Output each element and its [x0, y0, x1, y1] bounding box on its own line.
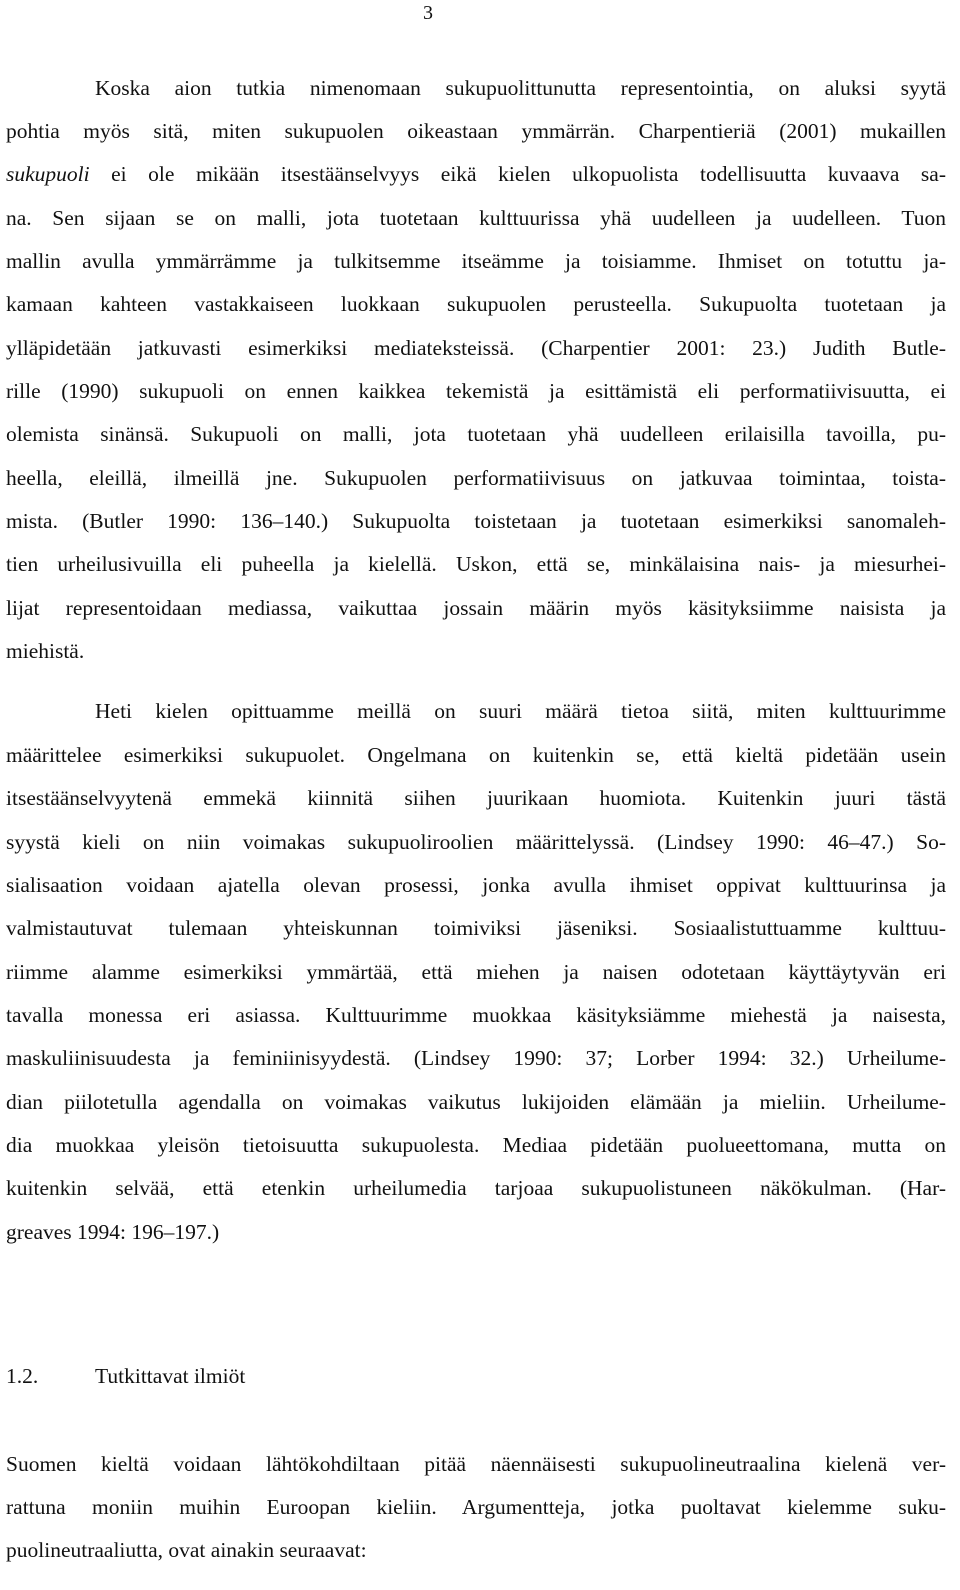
- text-line: mallin avulla ymmärrämme ja tulkitsemme itseämme ja toisiamme. Ihmiset on totuttu ja-: [6, 249, 946, 273]
- text-line: rille (1990) sukupuoli on ennen kaikkea tekemistä ja esittämistä eli performatiivisuutta, ei: [6, 379, 946, 403]
- text-line: sialisaation voidaan ajatella olevan prosessi, jonka avulla ihmiset oppivat kulttuurinsa ja: [6, 873, 946, 897]
- text-line: tavalla monessa eri asiassa. Kulttuurimme muokkaa käsityksiämme miehestä ja naisesta,: [6, 1003, 946, 1027]
- text-line: tien urheilusivuilla eli puheella ja kielellä. Uskon, että se, minkälaisina nais- ja miesurhei-: [6, 552, 946, 576]
- text-line: greaves 1994: 196–197.): [6, 1220, 220, 1244]
- text-line: Koska aion tutkia nimenomaan sukupuolittunutta representointia, on aluksi syytä: [95, 76, 946, 100]
- text-line: itsestäänselvyytenä emmekä kiinnitä siihen juurikaan huomiota. Kuitenkin juuri tästä: [6, 786, 946, 810]
- text-line: na. Sen sijaan se on malli, jota tuotetaan kulttuurissa yhä uudelleen ja uudelleen. Tuon: [6, 206, 946, 230]
- text-line: [6, 160, 946, 188]
- text-line: lijat representoidaan mediassa, vaikuttaa jossain määrin myös käsityksiimme naisista ja: [6, 596, 946, 620]
- text-line: kuitenkin selvää, että etenkin urheilumedia tarjoaa sukupuolistuneen näkökulman. (Har-: [6, 1176, 946, 1200]
- text-line: ylläpidetään jatkuvasti esimerkiksi mediateksteissä. (Charpentier 2001: 23.) Judith Butle-: [6, 336, 946, 360]
- text-line: olemista sinänsä. Sukupuoli on malli, jota tuotetaan yhä uudelleen erilaisilla tavoilla, pu-: [6, 422, 946, 446]
- text-line: heella, eleillä, ilmeillä jne. Sukupuolen performatiivisuus on jatkuvaa toimintaa, toista-: [6, 466, 946, 490]
- section-title: Tutkittavat ilmiöt: [95, 1364, 246, 1388]
- text-line-rest: ei ole mikään itsestäänselvyys eikä kielen ulkopuolista todellisuutta kuvaava sa-: [111, 162, 946, 186]
- text-line: pohtia myös sitä, miten sukupuolen oikeastaan ymmärrän. Charpentieriä (2001) mukaillen: [6, 119, 946, 143]
- text-line: Suomen kieltä voidaan lähtökohdiltaan pitää näennäisesti sukupuolineutraalina kielenä ver-: [6, 1452, 946, 1476]
- text-line: syystä kieli on niin voimakas sukupuoliroolien määrittelyssä. (Lindsey 1990: 46–47.) So-: [6, 830, 946, 854]
- text-line: puolineutraaliutta, ovat ainakin seuraavat:: [6, 1538, 367, 1562]
- text-line: valmistautuvat tulemaan yhteiskunnan toimiviksi jäseniksi. Sosiaalistuttuamme kulttuu-: [6, 916, 946, 940]
- text-line: Heti kielen opittuamme meillä on suuri määrä tietoa siitä, miten kulttuurimme: [95, 699, 946, 723]
- text-line: mista. (Butler 1990: 136–140.) Sukupuolta toistetaan ja tuotetaan esimerkiksi sanomaleh-: [6, 509, 946, 533]
- text-line: määrittelee esimerkiksi sukupuolet. Ongelmana on kuitenkin se, että kieltä pidetään usein: [6, 743, 946, 767]
- text-line: kamaan kahteen vastakkaiseen luokkaan sukupuolen perusteella. Sukupuolta tuotetaan ja: [6, 292, 946, 316]
- text-line: dia muokkaa yleisön tietoisuutta sukupuolesta. Mediaa pidetään puolueettomana, mutta on: [6, 1133, 946, 1157]
- page-number: 3: [423, 2, 433, 24]
- italic-term: sukupuoli: [6, 162, 90, 186]
- text-line: rattuna moniin muihin Euroopan kieliin. Argumentteja, jotka puoltavat kielemme suku-: [6, 1495, 946, 1519]
- text-line: riimme alamme esimerkiksi ymmärtää, että miehen ja naisen odotetaan käyttäytyvän eri: [6, 960, 946, 984]
- text-line: miehistä.: [6, 639, 85, 663]
- section-number: 1.2.: [6, 1364, 39, 1388]
- text-line: maskuliinisuudesta ja feminiinisyydestä. (Lindsey 1990: 37; Lorber 1994: 32.) Urheilume-: [6, 1046, 946, 1070]
- text-line: dian piilotetulla agendalla on voimakas vaikutus lukijoiden elämään ja mieliin. Urheilume-: [6, 1090, 946, 1114]
